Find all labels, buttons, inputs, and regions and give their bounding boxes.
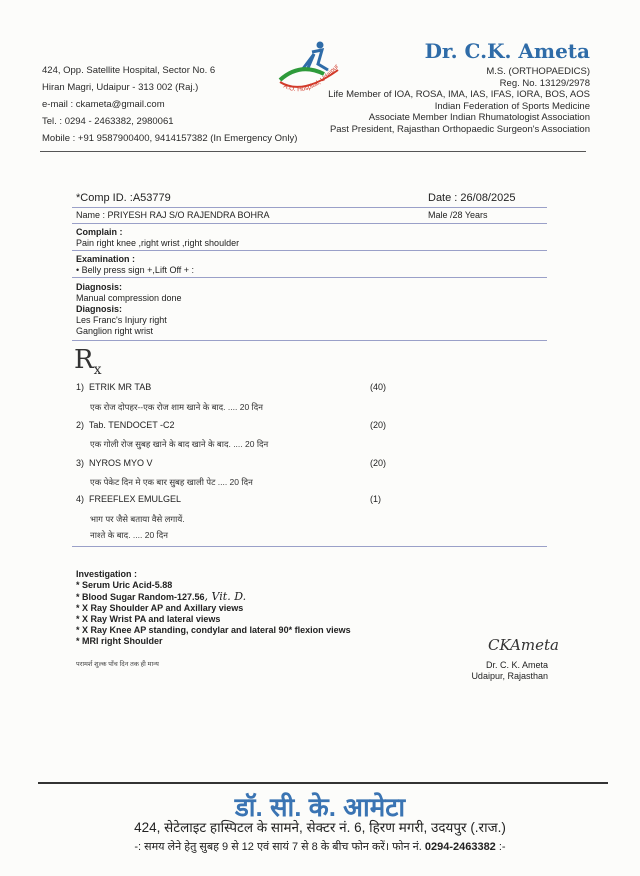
medicine-item <box>76 458 153 468</box>
complain-label: Complain : <box>76 227 123 237</box>
medicine-qty: (1) <box>370 494 381 504</box>
address-line: 424, Opp. Satellite Hospital, Sector No. 6 <box>42 65 216 76</box>
diagnosis-label: Diagnosis: <box>76 304 123 314</box>
medicine-name: Tab. TENDOCET -C2 <box>88 420 175 430</box>
clinic-address <box>42 62 297 147</box>
footer-timing <box>0 839 640 854</box>
doctor-block <box>328 38 590 135</box>
investigation-item: * X Ray Knee AP standing, condylar and lateral 90* flexion views <box>76 625 351 635</box>
header-divider <box>40 151 586 152</box>
medicine-number: 3) <box>76 458 85 468</box>
medicine-instruction: एक गोली रोज सुबह खाने के बाद खाने के बाद. .... 20 दिन <box>90 439 269 449</box>
rx-r: R <box>74 345 94 375</box>
patient-name: Name : PRIYESH RAJ S/O RAJENDRA BOHRA <box>76 210 270 220</box>
medicine-instruction: भाग पर जैसे बताया वैसे लगायें. <box>90 514 185 524</box>
investigation-item: * X Ray Wrist PA and lateral views <box>76 614 221 624</box>
diagnosis-text: Les Franc's Injury right <box>76 315 167 325</box>
divider <box>72 223 547 224</box>
complain-text: Pain right knee ,right wrist ,right shoulder <box>76 238 240 248</box>
investigation-block <box>76 569 351 647</box>
divider <box>72 207 547 208</box>
medicine-number: 2) <box>76 420 85 430</box>
prescription-date: Date : 26/08/2025 <box>428 192 516 204</box>
investigation-item: * MRI right Shoulder <box>76 636 163 646</box>
medicine-instruction: एक पेकेट दिन मे एक बार सुबह खाली पेट .... 20 दिन <box>90 477 253 487</box>
diagnosis-text: Ganglion right wrist <box>76 326 154 336</box>
divider <box>72 340 547 341</box>
credential-line: Indian Federation of Sports Medicine <box>434 100 590 112</box>
medicine-qty: (40) <box>370 382 387 392</box>
medicine-number: 4) <box>76 494 85 504</box>
divider <box>72 277 547 278</box>
rx-symbol <box>74 345 101 378</box>
comp-id: *Comp ID. :A53779 <box>76 192 171 204</box>
telephone-line: Tel. : 0294 - 2463382, 2980061 <box>42 116 174 127</box>
footer-title: डॉ. सी. के. आमेटा <box>234 792 406 822</box>
diagnosis-label: Diagnosis: <box>76 282 123 292</box>
footer-divider <box>38 782 608 784</box>
investigation-label: Investigation : <box>76 569 138 579</box>
footer-timing-end: :- <box>495 841 506 853</box>
address-line: Hiran Magri, Udaipur - 313 002 (Raj.) <box>42 82 199 93</box>
medicine-name: NYROS MYO V <box>89 458 153 468</box>
medicine-instruction: एक रोज दोपहर--एक रोज शाम खाने के बाद. .... 20 दिन <box>90 402 263 412</box>
divider <box>72 250 547 251</box>
logo-text: A.O. Hospital, Udaipur <box>282 63 341 94</box>
rx-x: x <box>93 362 102 379</box>
patient-sex-age: Male /28 Years <box>428 210 488 220</box>
investigation-item-text: * Blood Sugar Random-127.56 <box>76 592 205 602</box>
doctor-name: Dr. C.K. Ameta <box>424 39 590 63</box>
investigation-item: * X Ray Shoulder AP and Axillary views <box>76 603 244 613</box>
email-line: e-mail : ckameta@gmail.com <box>42 99 165 110</box>
credential-line: M.S. (ORTHOPAEDICS) <box>486 66 590 77</box>
credential-line: Associate Member Indian Rhumatologist Association <box>368 112 590 123</box>
examination-label: Examination : <box>76 254 136 264</box>
medicine-qty: (20) <box>370 458 387 468</box>
divider <box>72 546 547 547</box>
medicine-name: ETRIK MR TAB <box>89 382 152 392</box>
footer-phone: 0294-2463382 <box>424 841 496 853</box>
medicine-number: 1) <box>76 382 85 392</box>
signature-name: Dr. C. K. Ameta <box>485 660 548 670</box>
medicine-item <box>76 494 181 504</box>
credential-line: Past President, Rajasthan Orthopaedic Surgeon's Association <box>329 123 590 135</box>
credential-line: Reg. No. 13129/2978 <box>499 77 590 89</box>
signature-place: Udaipur, Rajasthan <box>471 671 548 681</box>
investigation-item <box>76 591 351 603</box>
footer-timing-text: -: समय लेने हेतु सुबह 9 से 12 एवं सायं 7 से 8 के बीच फोन करें। फोन नं. <box>134 841 425 853</box>
footer-address: 424, सेटेलाइट हास्पिटल के सामने, सेक्टर नं. 6, हिरण मगरी, उदयपुर (.राज.) <box>134 820 506 835</box>
credential-line: Life Member of IOA, ROSA, IMA, IAS, IFAS, IORA, BOS, AOS <box>328 89 590 100</box>
handwritten-note: , Vit. D. <box>204 590 247 603</box>
medicine-item <box>76 420 175 430</box>
signature-block <box>471 660 548 682</box>
mobile-line: Mobile : +91 9587900400, 9414157382 (In Emergency Only) <box>42 133 298 144</box>
fee-validity-note: परामर्श शुल्क पाँच दिन तक ही मान्य <box>76 661 159 668</box>
medicine-name: FREEFLEX EMULGEL <box>89 494 182 504</box>
examination-text: • Belly press sign +,Lift Off + : <box>76 265 195 275</box>
medicine-instruction: नाश्ते के बाद. .... 20 दिन <box>90 530 168 540</box>
signature-scribble: CKAmeta <box>488 636 559 654</box>
medicine-item <box>76 382 151 392</box>
diagnosis-text: Manual compression done <box>76 293 182 303</box>
medicine-qty: (20) <box>370 420 387 430</box>
investigation-item: * Serum Uric Acid-5.88 <box>76 580 173 590</box>
